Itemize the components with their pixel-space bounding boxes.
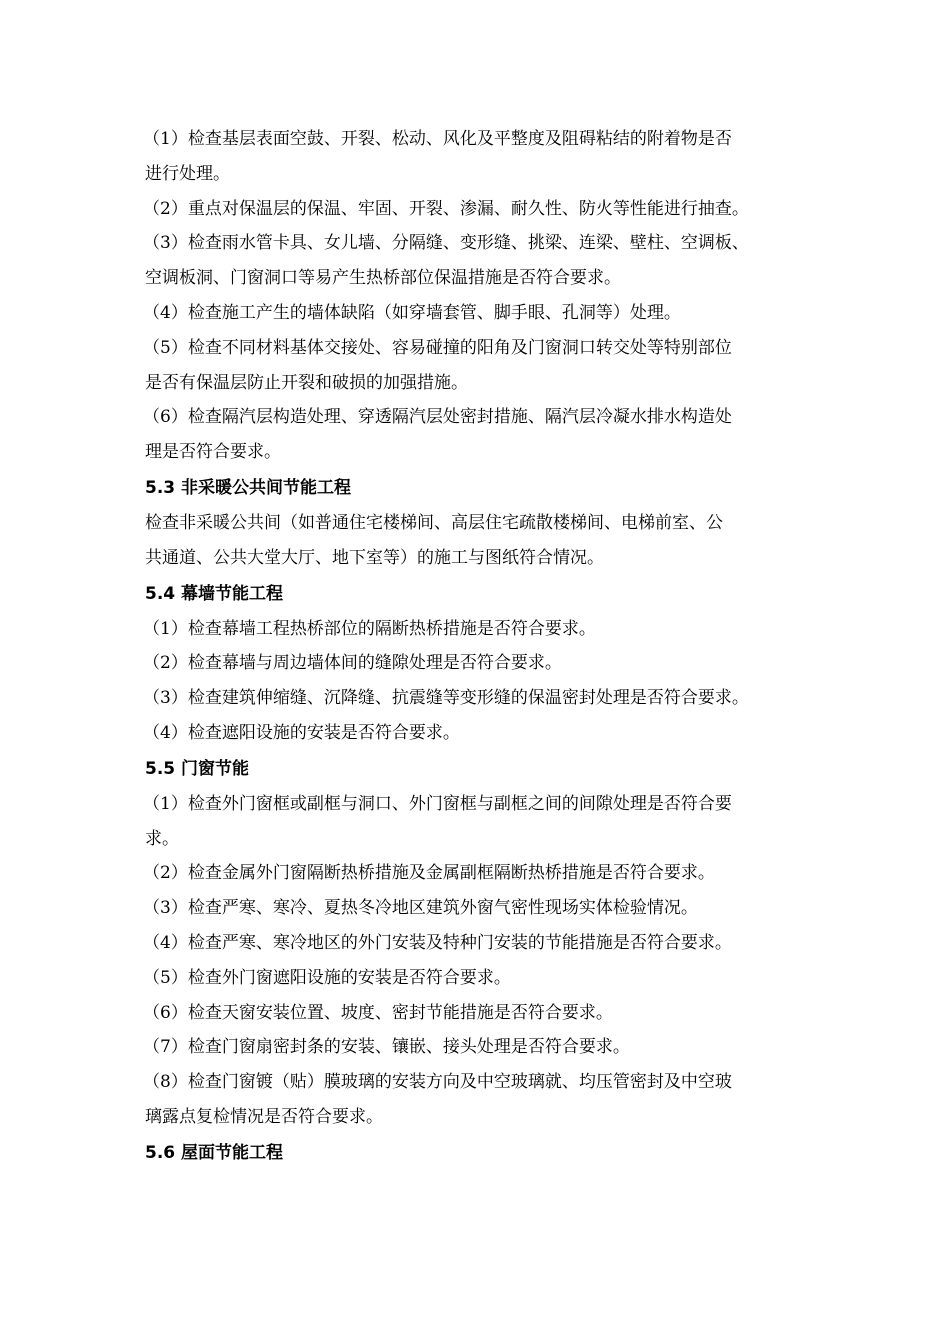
paragraph-line: （4）检查严寒、寒冷地区的外门安装及特种门安装的节能措施是否符合要求。: [143, 932, 732, 953]
paragraph-line: 求。: [145, 828, 179, 849]
paragraph-line: 进行处理。: [145, 163, 230, 184]
paragraph-line: 共通道、公共大堂大厅、地下室等）的施工与图纸符合情况。: [145, 547, 604, 568]
paragraph-line: （7）检查门窗扇密封条的安装、镶嵌、接头处理是否符合要求。: [143, 1037, 630, 1058]
section-heading: 5.6 屋面节能工程: [145, 1142, 284, 1163]
paragraph-line: （2）检查幕墙与周边墙体间的缝隙处理是否符合要求。: [143, 653, 562, 674]
paragraph-line: 检查非采暖公共间（如普通住宅楼梯间、高层住宅疏散楼梯间、电梯前室、公: [145, 512, 723, 533]
paragraph-line: （6）检查天窗安装位置、坡度、密封节能措施是否符合要求。: [143, 1002, 613, 1023]
paragraph-line: （4）检查施工产生的墙体缺陷（如穿墙套管、脚手眼、孔洞等）处理。: [143, 302, 681, 323]
paragraph-line: 是否有保温层防止开裂和破损的加强措施。: [145, 372, 468, 393]
paragraph-line: （1）检查外门窗框或副框与洞口、外门窗框与副框之间的间隙处理是否符合要: [143, 793, 732, 814]
paragraph-line: （1）检查基层表面空鼓、开裂、松动、风化及平整度及阻碍粘结的附着物是否: [143, 129, 732, 149]
paragraph-line: 空调板洞、门窗洞口等易产生热桥部位保温措施是否符合要求。: [145, 268, 621, 289]
section-heading: 5.4 幕墙节能工程: [145, 583, 284, 604]
paragraph-line: 璃露点复检情况是否符合要求。: [145, 1106, 383, 1127]
document-page: [145, 122, 825, 1171]
paragraph-line: （5）检查不同材料基体交接处、容易碰撞的阳角及门窗洞口转交处等特别部位: [143, 337, 732, 358]
paragraph-line: 理是否符合要求。: [145, 442, 281, 463]
paragraph-line: （6）检查隔汽层构造处理、穿透隔汽层处密封措施、隔汽层冷凝水排水构造处: [143, 407, 732, 428]
section-heading: 5.5 门窗节能: [145, 758, 250, 779]
paragraph-line: （1）检查幕墙工程热桥部位的隔断热桥措施是否符合要求。: [143, 618, 596, 639]
paragraph-line: （3）检查建筑伸缩缝、沉降缝、抗震缝等变形缝的保温密封处理是否符合要求。: [143, 688, 749, 709]
paragraph-line: （2）重点对保温层的保温、牢固、开裂、渗漏、耐久性、防火等性能进行抽查。: [143, 198, 749, 219]
paragraph-line: （3）检查雨水管卡具、女儿墙、分隔缝、变形缝、挑梁、连梁、壁柱、空调板、: [143, 233, 749, 254]
paragraph-line: （8）检查门窗镀（贴）膜玻璃的安装方向及中空玻璃就、均压管密封及中空玻: [143, 1072, 732, 1093]
paragraph-line: （4）检查遮阳设施的安装是否符合要求。: [143, 722, 460, 743]
paragraph-line: （5）检查外门窗遮阳设施的安装是否符合要求。: [143, 967, 511, 988]
paragraph-line: （2）检查金属外门窗隔断热桥措施及金属副框隔断热桥措施是否符合要求。: [143, 863, 715, 884]
section-heading: 5.3 非采暖公共间节能工程: [145, 477, 352, 498]
paragraph-line: （3）检查严寒、寒冷、夏热冬冷地区建筑外窗气密性现场实体检验情况。: [143, 898, 698, 919]
